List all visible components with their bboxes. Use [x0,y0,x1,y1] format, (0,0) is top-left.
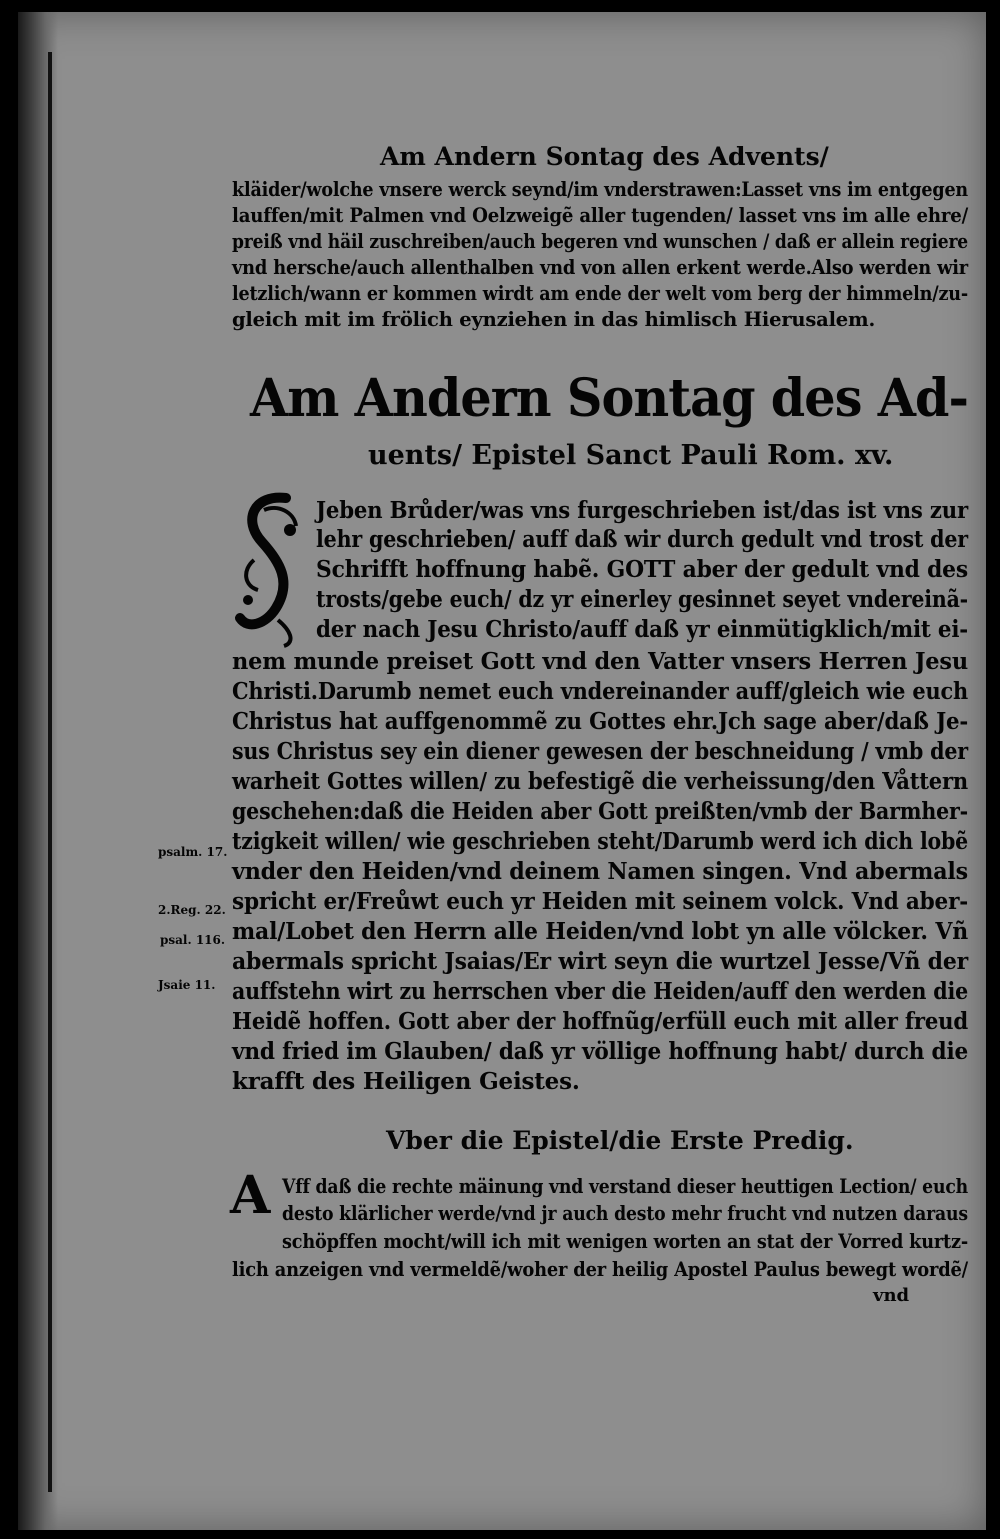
text-line: spricht er/Freůwt euch yr Heiden mit seinem volck. Vnd aber- [232,888,969,915]
text-line: abermals spricht Jsaias/Er wirt seyn die wurtzel Jesse/Vñ der [232,948,968,975]
text-line: vnd fried im Glauben/ daß yr völlige hoffnung habt/ durch die [232,1038,969,1065]
text-line: nem munde preiset Gott vnd den Vatter vnsers Herren Jesu [232,648,969,675]
catchword: vnd [873,1285,910,1306]
text-line: lauffen/mit Palmen vnd Oelzweigẽ aller tugenden/ lasset vns im alle ehre/ [232,204,969,227]
sermon-heading: Vber die Epistel/die Erste Predig. [386,1126,854,1155]
text-line: tzigkeit willen/ wie geschrieben steht/Darumb werd ich dich lobẽ [232,828,969,855]
text-line: lehr geschrieben/ auff daß wir durch gedult vnd trost der [316,526,968,553]
margin-reference: Jsaie 11. [158,978,216,992]
text-line: Christi.Darumb nemet euch vndereinander auff/gleich wie euch [232,678,969,705]
book-gutter-shadow [18,12,58,1530]
margin-reference: psalm. 17. [158,845,228,859]
page-edge-line [48,52,52,1492]
text-line: kläider/wolche vnsere werck seynd/im vnderstrawen:Lasset vns im entgegen [232,178,969,201]
text-line: geschehen:daß die Heiden aber Gott preißten/vmb der Barmher- [232,798,969,825]
running-head: Am Andern Sontag des Advents/ [380,142,829,171]
text-line: letzlich/wann er kommen wirdt am ende der welt vom berg der himmeln/zu- [232,282,968,305]
text-line: schöpffen mocht/will ich mit wenigen worten an stat der Vorred kurtz- [282,1230,969,1253]
text-line: auffstehn wirt zu herrschen vber die Heiden/auff den werden die [232,978,969,1005]
text-line: mal/Lobet den Herrn alle Heiden/vnd lobt yn alle völcker. Vñ [232,918,968,945]
text-line: warheit Gottes willen/ zu befestigẽ die verheissung/den Våttern [232,768,969,795]
text-line: Vff daß die rechte mäinung vnd verstand dieser heuttigen Lection/ euch [282,1175,969,1198]
section-title: Am Andern Sontag des Ad- [250,368,968,429]
text-line: vnder den Heiden/vnd deinem Namen singen. Vnd abermals [232,858,968,885]
text-line: desto klärlicher werde/vnd jr auch desto mehr frucht vnd nutzen daraus [282,1202,968,1225]
initial-letter: A [230,1165,271,1226]
text-line: lich anzeigen vnd vermeldẽ/woher der heilig Apostel Paulus bewegt wordẽ/ [232,1258,969,1281]
text-line: sus Christus sey ein diener gewesen der beschneidung / vmb der [232,738,968,765]
margin-reference: 2.Reg. 22. [158,903,226,917]
text-line: gleich mit im frölich eynziehen in das himlisch Hierusalem. [232,308,876,331]
text-line: preiß vnd häil zuschreiben/auch begeren vnd wunschen / daß er allein regiere [232,230,969,253]
section-subtitle: uents/ Epistel Sanct Pauli Rom. xv. [368,440,894,471]
text-line: Schrifft hoffnung habẽ. GOTT aber der gedult vnd des [316,556,968,583]
text-line: vnd hersche/auch allenthalben vnd von allen erkent werde.Also werden wir [232,256,969,279]
text-line: Christus hat auffgenommẽ zu Gottes ehr.Jch sage aber/daß Je- [232,708,969,735]
text-line: der nach Jesu Christo/auff daß yr einmütigklich/mit ei- [316,616,969,643]
decorated-initial-s-icon [234,490,306,650]
text-line: Heidẽ hoffen. Gott aber der hoffnũg/erfüll euch mit aller freud [232,1008,969,1035]
text-line: trosts/gebe euch/ dz yr einerley gesinnet seyet vndereinã- [316,586,969,613]
text-line: krafft des Heiligen Geistes. [232,1068,580,1095]
text-line: Jeben Brůder/was vns furgeschrieben ist/das ist vns zur [316,497,968,524]
margin-reference: psal. 116. [160,933,226,947]
